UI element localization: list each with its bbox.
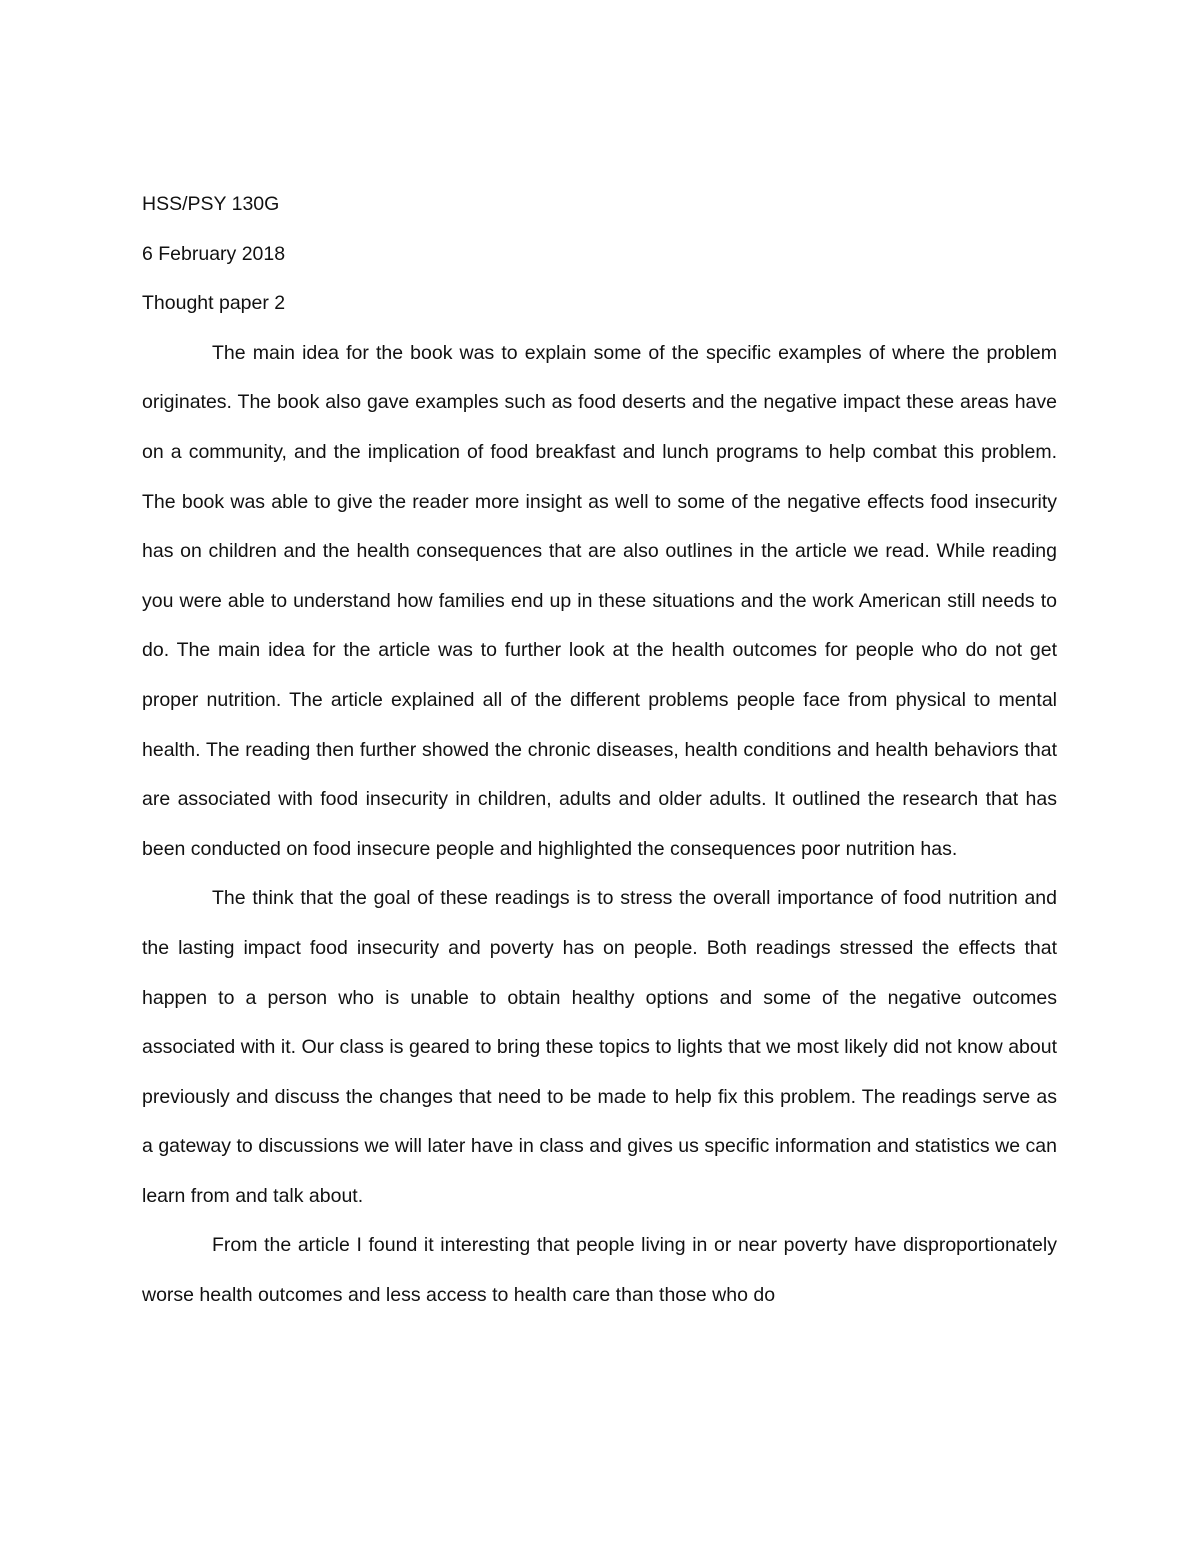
paragraph-2: The think that the goal of these readings is to stress the overall importance of food nutrition and the lasting impact food insecurity and poverty has on people. Both readings stressed the effects that happen to a person who is unable to obtain healthy options and some of the negative outcomes associated with it. Our class is geared to bring these topics to lights that we most likely did not know about previously and discuss the changes that need to be made to help fix this problem. The readings serve as a gateway to discussions we will later have in class and gives us specific information and statistics we can learn from and talk about. <box>142 887 1057 1207</box>
document-body <box>142 180 1057 1321</box>
course-code: HSS/PSY 130G <box>142 193 280 215</box>
paragraph-3: From the article I found it interesting that people living in or near poverty have disproportionately worse health outcomes and less access to health care than those who do <box>142 1234 1057 1307</box>
paragraph-1: The main idea for the book was to explain some of the specific examples of where the problem originates. The book also gave examples such as food deserts and the negative impact these areas have on a community, and the implication of food breakfast and lunch programs to help combat this problem. The book was able to give the reader more insight as well to some of the negative effects food insecurity has on children and the health consequences that are also outlines in the article we read. While reading you were able to understand how families end up in these situations and the work American still needs to do. The main idea for the article was to further look at the health outcomes for people who do not get proper nutrition. The article explained all of the different problems people face from physical to mental health. The reading then further showed the chronic diseases, health conditions and health behaviors that are associated with food insecurity in children, adults and older adults. It outlined the research that has been conducted on food insecure people and highlighted the consequences poor nutrition has. <box>142 341 1057 860</box>
document-title: Thought paper 2 <box>142 292 286 315</box>
document-date: 6 February 2018 <box>142 242 286 265</box>
